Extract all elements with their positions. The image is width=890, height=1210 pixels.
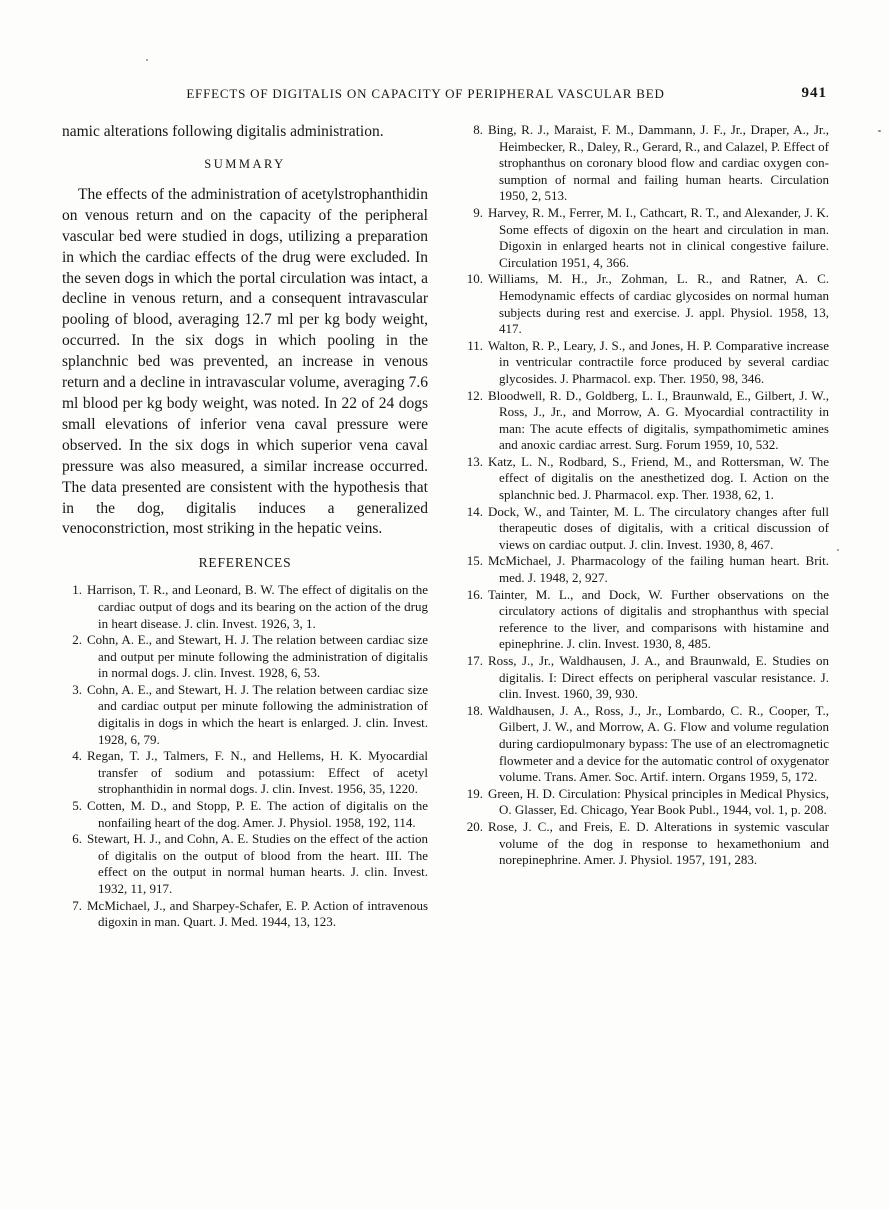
reference-list-left: [62, 582, 428, 930]
reference-number: 3.: [72, 681, 82, 697]
reference-text: Waldhausen, J. A., Ross, J., Jr., Lombardo, C. R., Cooper, T., Gilbert, J. W., and Morrow, A. G. Flow and volume regulation during cardiopulmonary bypass: The use of an electromagnetic flowmeter and a device for the automatic control of oxygenator volume. Trans. Amer. Soc. Artif. intern. Organs 1959, 5, 172.: [488, 702, 829, 785]
running-title: EFFECTS OF DIGITALIS ON CAPACITY OF PERIPHERAL VASCULAR BED: [186, 86, 665, 101]
reference-item: [62, 831, 428, 897]
reference-number: 17.: [466, 653, 483, 668]
reference-number: 5.: [72, 798, 82, 814]
two-column-layout: [62, 122, 829, 931]
reference-item: [463, 454, 829, 504]
reference-number: 20.: [466, 818, 483, 834]
summary-paragraph: The effects of the administration of acetylstrophanthidin on venous return and on the capacity of the peripheral vascular bed were studied in dogs, utilizing a preparation in which the cardiac effects of the drug were excluded. In the seven dogs in which the portal circulation was intact, a decline in venous return, and a consequent intravascular pooling of blood, averaging 12.7 ml per kg body weight, occurred. In the six dogs in which pooling in the splanchnic bed was prevented, an increase in venous return and a decline in intravascular volume, averaging 7.6 ml blood per kg body weight, was noted. In 22 of 24 dogs small elevations of inferior vena caval pressure were observed. In the six dogs in which superior vena caval pressure was also measured, a similar increase occurred. The data presented are consistent with the hypothesis that in the dog, digitalis induces a generalized venoconstriction, most striking in the hepatic veins.: [62, 185, 428, 538]
reference-number: 14.: [466, 503, 483, 519]
reference-item: [62, 582, 428, 632]
reference-number: 19.: [466, 785, 483, 801]
reference-text: Rose, J. C., and Freis, E. D. Alterations in systemic vascular volume of the dog in response to hexamethonium and norepinephrine. Amer. J. Physiol. 1957, 191, 283.: [488, 818, 829, 868]
reference-item: [62, 748, 428, 798]
reference-number: 10.: [466, 271, 483, 287]
reference-text: Walton, R. P., Leary, J. S., and Jones, H. P. Comparative increase in ventricular contractile force produced by several cardiac glycosides. J. Pharmacol. exp. Ther. 1950, 98, 346.: [488, 337, 829, 386]
reference-text: Bloodwell, R. D., Goldberg, L. I., Braunwald, E., Gilbert, J. W., Ross, J., Jr., and Morrow, A. G. Myocardial contractility in man: The acute effects of digitalis, sympathomimetic amines and anoxic cardiac arrest. Surg. Forum 1959, 10, 532.: [488, 387, 829, 453]
reference-text: Williams, M. H., Jr., Zohman, L. R., and Ratner, A. C. Hemodynamic effects of cardiac glycosides on normal human subjects during rest and exercise. J. appl. Physiol. 1958, 13, 417.: [488, 271, 829, 337]
reference-list-right: [463, 122, 829, 869]
reference-item: [463, 786, 829, 819]
reference-number: 2.: [72, 632, 82, 648]
reference-number: 6.: [72, 831, 82, 847]
reference-item: [463, 205, 829, 271]
reference-text: Cohn, A. E., and Stewart, H. J. The relation between cardiac size and output per minute following the administration of digitalis in normal dogs. J. clin. Invest. 1928, 6, 53.: [87, 632, 428, 681]
page-header: [62, 86, 829, 106]
reference-text: Cohn, A. E., and Stewart, H. J. The relation between cardiac size and cardiac output per minute following the administration of digitalis in dogs in which the heart is enlarged. J. clin. Invest. 1928, 6, 79.: [87, 681, 428, 747]
left-column: [62, 122, 428, 931]
reference-item: [463, 122, 829, 205]
reference-number: 9.: [473, 204, 483, 220]
reference-number: 8.: [473, 122, 483, 137]
reference-item: [463, 553, 829, 586]
page-number: 941: [801, 85, 827, 101]
scan-speck: [878, 130, 881, 132]
reference-text: McMichael, J. Pharmacology of the failing human heart. Brit. med. J. 1948, 2, 927.: [488, 553, 829, 586]
reference-item: [62, 632, 428, 682]
reference-item: [463, 271, 829, 337]
reference-number: 7.: [72, 897, 82, 913]
reference-number: 15.: [466, 553, 483, 569]
reference-text: Green, H. D. Circulation: Physical principles in Medical Physics, O. Glasser, Ed. Chicago, Year Book Publ., 1944, vol. 1, p. 208.: [488, 785, 829, 818]
reference-item: [463, 504, 829, 554]
reference-text: Katz, L. N., Rodbard, S., Friend, M., and Rottersman, W. The effect of digitalis on the anesthetized dog. I. Action on the splanchnic bed. J. Pharmacol. exp. Ther. 1938, 62, 1.: [488, 453, 829, 503]
reference-item: [463, 703, 829, 786]
references-heading: REFERENCES: [198, 555, 292, 571]
reference-number: 16.: [466, 586, 483, 602]
reference-number: 1.: [72, 582, 82, 598]
reference-text: Cotten, M. D., and Stopp, P. E. The action of digitalis on the nonfailing heart of the dog. Amer. J. Physiol. 1958, 192, 114.: [87, 798, 428, 830]
reference-text: Regan, T. J., Talmers, F. N., and Hellems, H. K. Myocardial transfer of sodium and potassium: Effect of acetyl strophanthidin in normal dogs. J. clin. Invest. 1956, 35, 1220.: [87, 748, 428, 797]
reference-text: Harrison, T. R., and Leonard, B. W. The effect of digitalis on the cardiac output of dogs and its bearing on the action of the drug in heart disease. J. clin. Invest. 1926, 3, 1.: [87, 582, 428, 631]
reference-item: [463, 819, 829, 869]
reference-item: [463, 388, 829, 454]
reference-number: 4.: [72, 748, 82, 764]
reference-number: 13.: [466, 453, 483, 469]
reference-item: [463, 653, 829, 703]
reference-text: Bing, R. J., Maraist, F. M., Dammann, J. F., Jr., Draper, A., Jr., Heimbecker, R., Daley, R., Gerard, R., and Calazel, P. Effect of strophanthus on coronary blood flow and cardiac oxygen consumption of normal and failing human hearts. Circulation 1950, 2, 513.: [488, 122, 829, 204]
reference-item: [463, 338, 829, 388]
reference-text: Stewart, H. J., and Cohn, A. E. Studies on the effect of the action of digitalis on the output of blood from the heart. III. The effect on the output in normal human hearts. J. clin. Invest. 1932, 11, 917.: [87, 831, 428, 896]
reference-item: [62, 798, 428, 831]
right-column: [463, 122, 829, 931]
summary-heading: SUMMARY: [204, 156, 286, 171]
scan-speck: [146, 59, 148, 61]
reference-text: Harvey, R. M., Ferrer, M. I., Cathcart, R. T., and Alexander, J. K. Some effects of digoxin on the heart and circulation in man. Digoxin in enlarged hearts not in clinical congestive failure. Circulation 1951, 4, 366.: [488, 204, 829, 270]
reference-item: [62, 898, 428, 931]
reference-text: Tainter, M. L., and Dock, W. Further observations on the circulatory actions of digitalis and strophanthus with special reference to the liver, and comparisons with histamine and epinephrine. J. clin. Invest. 1930, 8, 485.: [488, 586, 829, 652]
reference-item: [62, 682, 428, 748]
reference-text: Dock, W., and Tainter, M. L. The circulatory changes after full therapeutic doses of digitalis, with a critical discussion of views on cardiac output. J. clin. Invest. 1930, 8, 467.: [488, 503, 829, 552]
continuation-paragraph: namic alterations following digitalis administration.: [62, 123, 384, 140]
reference-number: 18.: [466, 702, 483, 718]
reference-text: McMichael, J., and Sharpey-Schafer, E. P. Action of intravenous digoxin in man. Quart. J. Med. 1944, 13, 123.: [87, 897, 428, 930]
reference-item: [463, 587, 829, 653]
reference-text: Ross, J., Jr., Waldhausen, J. A., and Braunwald, E. Studies on digitalis. I: Direct effects on peripheral vascular resistance. J. clin. Invest. 1960, 39, 930.: [488, 653, 829, 702]
reference-number: 12.: [466, 387, 483, 403]
reference-number: 11.: [467, 337, 483, 353]
scan-speck: [837, 549, 839, 551]
